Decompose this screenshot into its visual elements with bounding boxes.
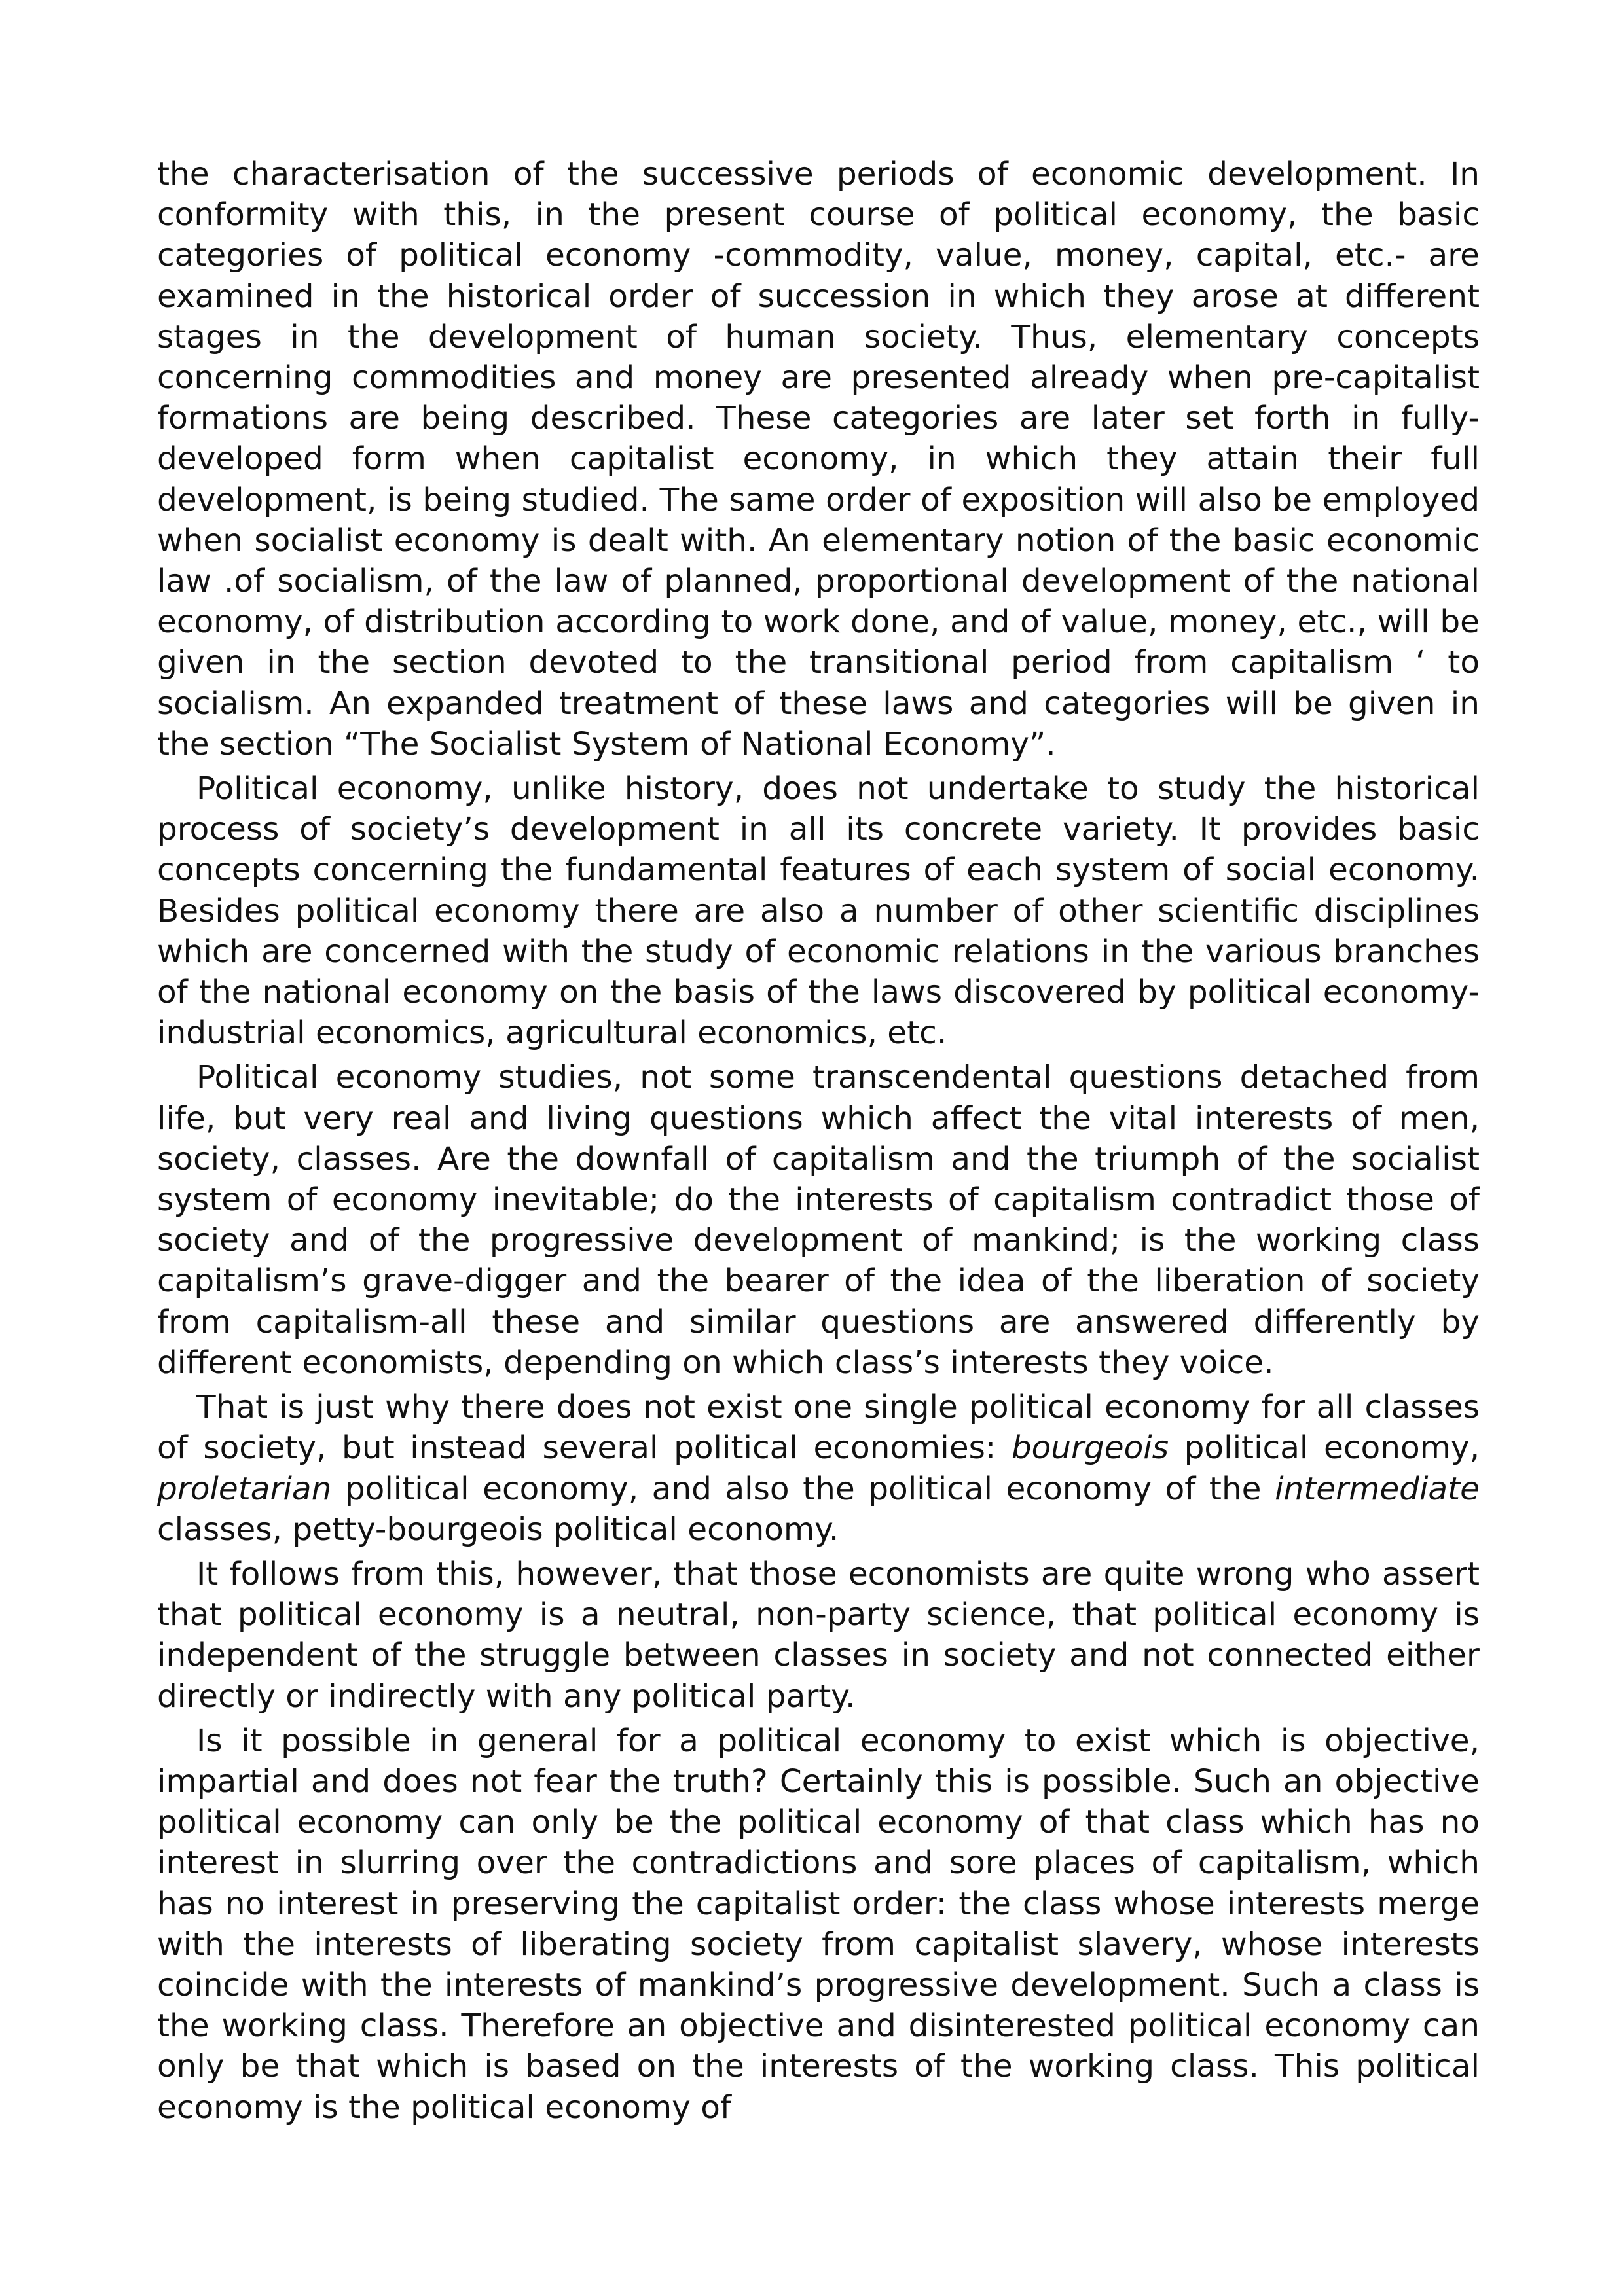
italic-intermediate: intermediate — [1275, 1470, 1480, 1507]
italic-proletarian: proletarian — [157, 1470, 332, 1507]
paragraph-5-text: It follows from this, however, that those economists are quite wrong who assert that political economy is a neutral, non-party science, that political economy is independent of the struggle between classes in society and not connected either directly or indirectly with any political party. — [157, 1555, 1480, 1715]
paragraph-4-text-a: That is just why there does not exist one single political economy for all classes of society, but instead several political economies: — [157, 1389, 1480, 1467]
paragraph-3 — [157, 1057, 1480, 1383]
paragraph-6-text: Is it possible in general for a political economy to exist which is objective, impartial and does not fear the truth? Certainly this is possible. Such an objective political economy can only be the political economy of that class which has no interest in slurring over the contradictions and sore places of capitalism, which has no interest in preserving the capitalist order: the class whose interests merge with the interests of liberating society from capitalist slavery, whose interests coincide with the interests of mankind’s progressive development. Such a class is the working class. Therefore an objective and disinterested political economy can only be that which is based on the interests of the working class. This political economy is the political economy of — [157, 1722, 1480, 2126]
page-body — [157, 154, 1480, 2132]
paragraph-6 — [157, 1721, 1480, 2128]
italic-bourgeois: bourgeois — [1011, 1429, 1169, 1467]
paragraph-4 — [157, 1387, 1480, 1550]
paragraph-5 — [157, 1554, 1480, 1717]
paragraph-2-text: Political economy, unlike history, does not undertake to study the historical process of society’s development in all its concrete variety. It provides basic concepts concerning the fundamental features of each system of social economy. Besides political economy there are also a number of other scientific disciplines which are concerned with the study of economic relations in the various branches of the national economy on the basis of the laws discovered by political economy-industrial economics, agricultural economics, etc. — [157, 770, 1480, 1052]
paragraph-1-text: the characterisation of the successive periods of economic development. In conformity with this, in the present course of political economy, the basic categories of political economy -commodity, value, money, capital, etc.- are examined in the historical order of succession in which they arose at different stages in the development of human society. Thus, elementary concepts concerning commodities and money are presented already when pre-capitalist formations are being described. These categories are later set forth in fully-developed form when capitalist economy, in which they attain their full development, is being studied. The same order of exposition will also be employed when socialist economy is dealt with. An elementary notion of the basic economic law .of socialism, of the law of planned, proportional development of the national economy, of distribution according to work done, and of value, money, etc., will be given in the section devoted to the transitional period from capitalism ‘ to socialism. An expanded treatment of these laws and categories will be given in the section “The Socialist System of National Economy”. — [157, 156, 1480, 762]
paragraph-4-text-b: political economy, — [1169, 1429, 1480, 1467]
paragraph-1 — [157, 154, 1480, 764]
paragraph-2 — [157, 768, 1480, 1053]
paragraph-4-text-c: political economy, and also the political economy of the — [331, 1470, 1275, 1507]
paragraph-4-text-d: classes, petty-bourgeois political economy. — [157, 1511, 839, 1548]
paragraph-3-text: Political economy studies, not some transcendental questions detached from life, but very real and living questions which affect the vital interests of men, society, classes. Are the downfall of capitalism and the triumph of the socialist system of economy inevitable; do the interests of capitalism contradict those of society and of the progressive development of mankind; is the working class capitalism’s grave-digger and the bearer of the idea of the liberation of society from capitalism-all these and similar questions are answered differently by different economists, depending on which class’s interests they voice. — [157, 1059, 1480, 1381]
